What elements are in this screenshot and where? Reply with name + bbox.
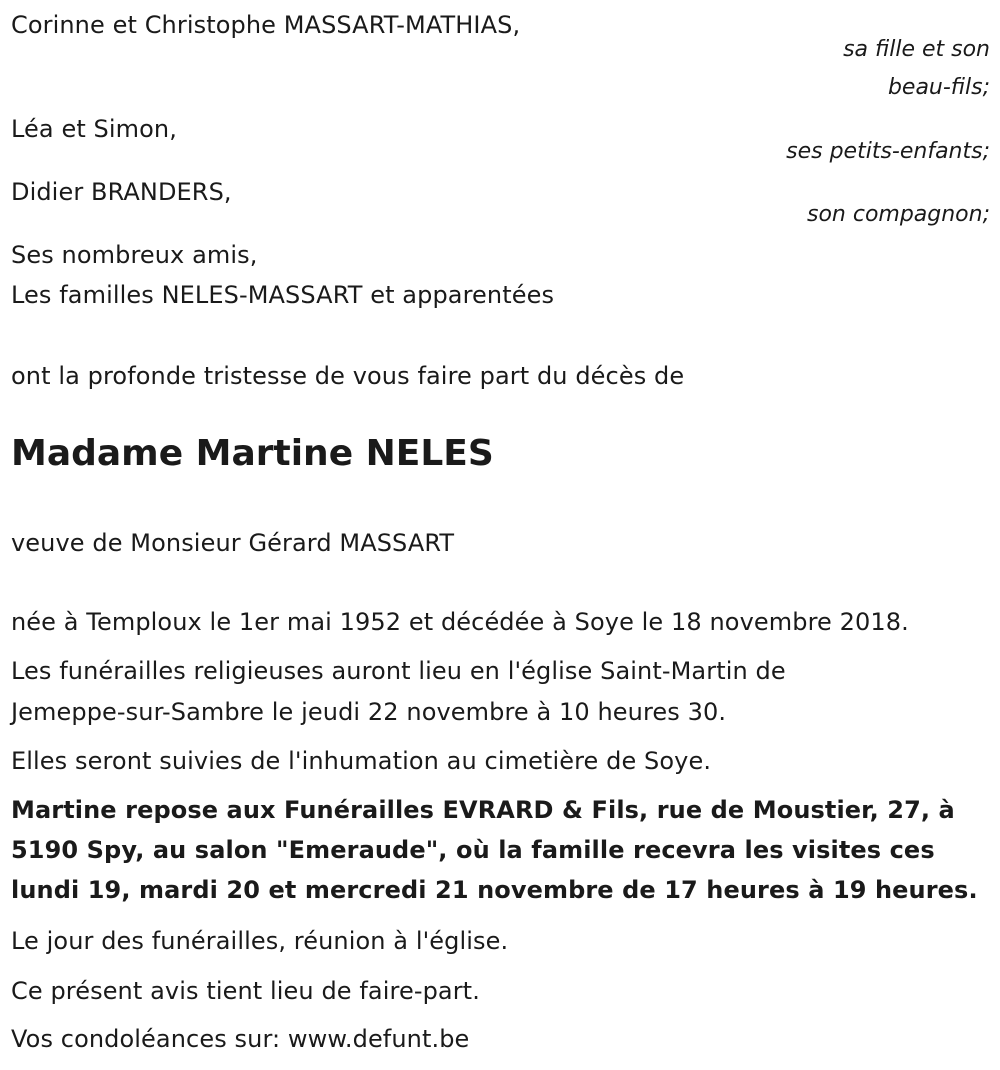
intro-line: ont la profonde tristesse de vous faire part du décès de [11, 362, 685, 390]
rest-line-3: lundi 19, mardi 20 et mercredi 21 novembre de 17 heures à 19 heures. [11, 876, 978, 904]
rest-line-2: 5190 Spy, au salon "Emeraude", où la famille recevra les visites ces [11, 836, 935, 864]
meeting-line: Le jour des funérailles, réunion à l'église. [11, 927, 509, 955]
families-line: Les familles NELES-MASSART et apparentées [11, 281, 555, 309]
funeral-line-1: Les funérailles religieuses auront lieu en l'église Saint-Martin de [11, 657, 786, 685]
grandchildren-name: Léa et Simon, [11, 115, 177, 143]
birth-death-line: née à Temploux le 1er mai 1952 et décédée à Soye le 18 novembre 2018. [11, 608, 909, 636]
notice-line: Ce présent avis tient lieu de faire-part. [11, 977, 480, 1005]
widow-of-line: veuve de Monsieur Gérard MASSART [11, 529, 455, 557]
daughter-role-line-2: beau-fils; [887, 75, 990, 100]
grandchildren-role: ses petits-enfants; [786, 139, 990, 164]
daughter-name: Corinne et Christophe MASSART-MATHIAS, [11, 11, 521, 39]
funeral-line-2: Jemeppe-sur-Sambre le jeudi 22 novembre à 10 heures 30. [11, 698, 727, 726]
daughter-role-line-1: sa fille et son [843, 37, 990, 62]
friends-line: Ses nombreux amis, [11, 241, 258, 269]
burial-line: Elles seront suivies de l'inhumation au cimetière de Soye. [11, 747, 712, 775]
companion-name: Didier BRANDERS, [11, 178, 232, 206]
companion-role: son compagnon; [806, 202, 990, 227]
condolences-line: Vos condoléances sur: www.defunt.be [11, 1025, 470, 1053]
deceased-name: Madame Martine NELES [11, 433, 494, 474]
rest-line-1: Martine repose aux Funérailles EVRARD & Fils, rue de Moustier, 27, à [11, 796, 955, 824]
